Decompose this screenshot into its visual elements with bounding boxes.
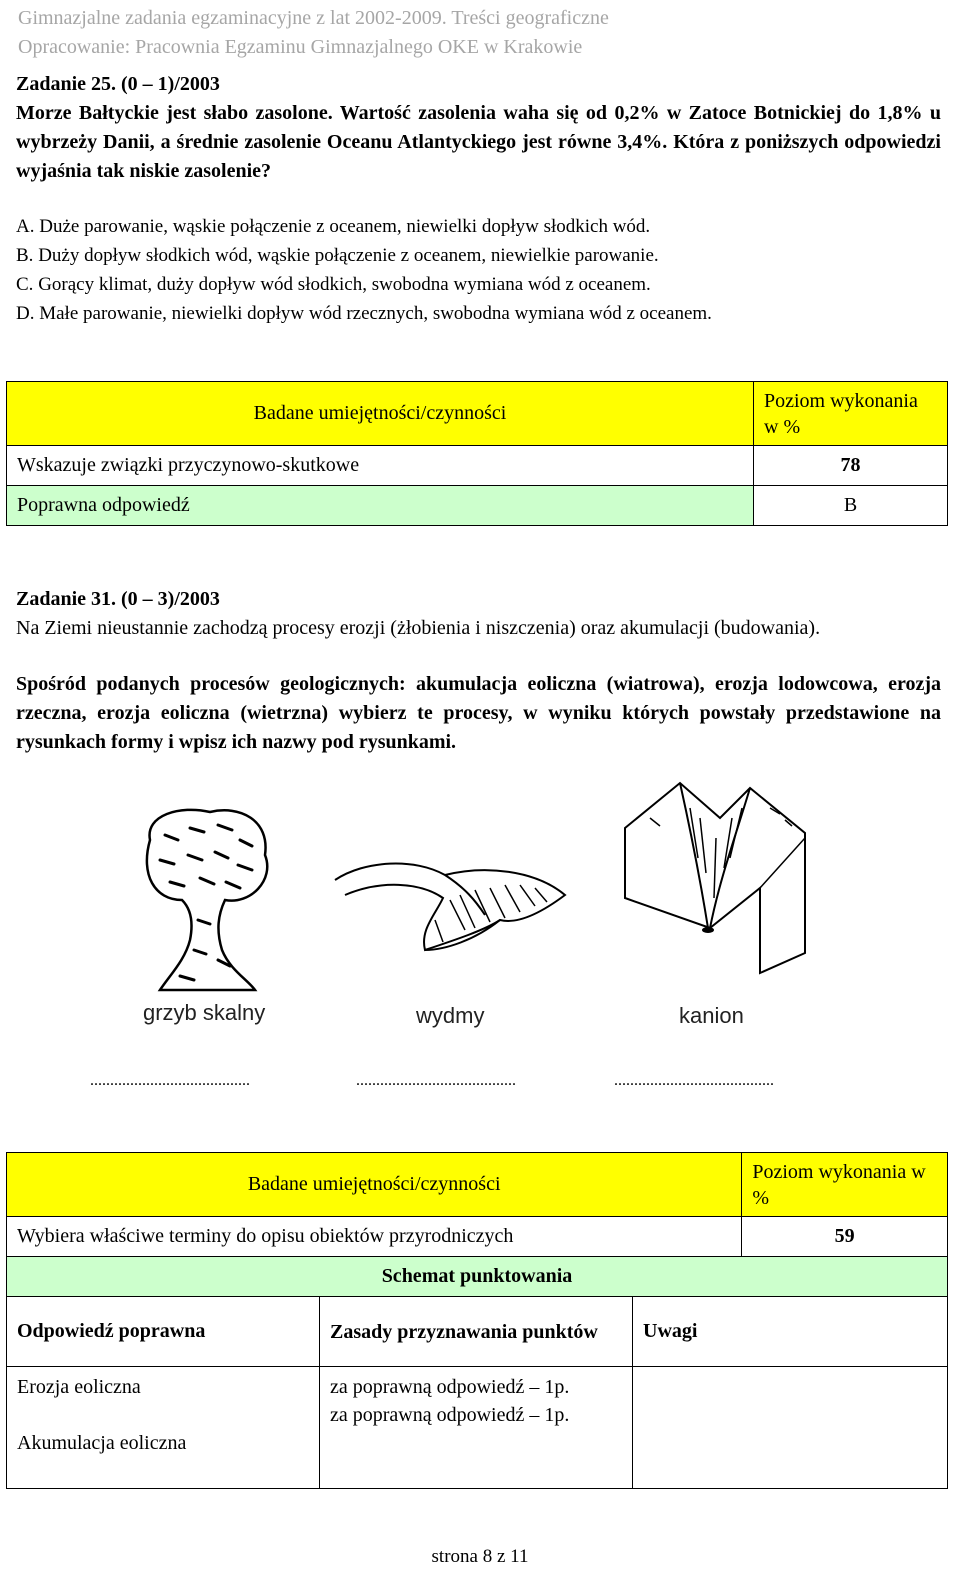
skills-header: Badane umiejętności/czynności (7, 382, 754, 446)
table-header-row (7, 382, 948, 446)
task31-instruction: Spośród podanych procesów geologicznych: akumulacja eoliczna (wiatrowa), erozja lodowcowa, erozja rzeczna, erozja eoliczna (wietrzna) wybierz te procesy, w wyniku których powstały przedstawione na rysunkach formy i wpisz ich nazwy pod rysunkami. (16, 673, 941, 753)
figure-caption-2: wydmy (416, 1003, 485, 1028)
option-letter: A. (16, 216, 35, 237)
rock-mushroom-drawing (130, 800, 280, 1000)
rules-cell (320, 1367, 633, 1489)
level-header: Poziom wykonania w % (754, 382, 948, 446)
notes-cell (633, 1367, 948, 1489)
answer-item: Akumulacja eoliczna (17, 1432, 187, 1454)
option-text: Gorący klimat, duży dopływ wód słodkich, swobodna wymiana wód z oceanem. (38, 274, 651, 295)
dunes-drawing (325, 840, 575, 970)
level-cell: 78 (754, 446, 948, 486)
skill-cell: Wskazuje związki przyczynowo-skutkowe (7, 446, 754, 486)
table-row (7, 1257, 948, 1297)
task25-option-b (16, 241, 659, 270)
task25-option-d (16, 299, 712, 328)
notes-header: Uwagi (633, 1297, 948, 1367)
level-header: Poziom wykonania w % (742, 1153, 948, 1217)
rule-item: za poprawną odpowiedź – 1p. (330, 1376, 570, 1398)
option-letter: B. (16, 245, 34, 266)
task31-intro: Na Ziemi nieustannie zachodzą procesy erozji (żłobienia i niszczenia) oraz akumulacji (budowania). (16, 617, 821, 639)
answer-header: Odpowiedź poprawna (7, 1297, 320, 1367)
level-cell: 59 (742, 1217, 948, 1257)
answer-blank-3[interactable]: ........................................ (614, 1072, 774, 1089)
answer-blank-2[interactable]: ........................................ (356, 1072, 516, 1089)
rules-header: Zasady przyznawania punktów (320, 1297, 633, 1367)
table-row (7, 486, 948, 526)
canyon-drawing (620, 778, 810, 978)
table-row (7, 1367, 948, 1489)
table-row (7, 446, 948, 486)
option-text: Małe parowanie, niewielki dopływ wód rzecznych, swobodna wymiana wód z oceanem. (39, 303, 712, 324)
table-row (7, 1217, 948, 1257)
scheme-header: Schemat punktowania (7, 1257, 948, 1297)
option-text: Duży dopływ słodkich wód, wąskie połączenie z oceanem, niewielkie parowanie. (38, 245, 659, 266)
skill-cell: Wybiera właściwe terminy do opisu obiektów przyrodniczych (7, 1217, 742, 1257)
header-line-2: Opracowanie: Pracownia Egzaminu Gimnazjalnego OKE w Krakowie (18, 36, 583, 58)
task25-option-c (16, 270, 651, 299)
task25-title: Zadanie 25. (0 – 1)/2003 (16, 73, 220, 95)
task25-option-a (16, 212, 650, 241)
header-line-1: Gimnazjalne zadania egzaminacyjne z lat 2002-2009. Treści geograficzne (18, 7, 609, 29)
answer-item: Erozja eoliczna (17, 1376, 141, 1398)
table-row (7, 1297, 948, 1367)
skills-header: Badane umiejętności/czynności (7, 1153, 742, 1217)
answers-cell (7, 1367, 320, 1489)
answer-blank-1[interactable]: ........................................ (90, 1072, 250, 1089)
option-letter: D. (16, 303, 35, 324)
option-letter: C. (16, 274, 34, 295)
task25-question: Morze Bałtyckie jest słabo zasolone. Wartość zasolenia waha się od 0,2% w Zatoce Botnickiej do 1,8% u wybrzeży Danii, a średnie zasolenie Oceanu Atlantyckiego jest równe 3,4%. Która z poniższych odpowiedzi wyjaśnia tak niskie zasolenie? (16, 102, 941, 182)
page-header (18, 4, 609, 62)
answer-cell: B (754, 486, 948, 526)
task31-title: Zadanie 31. (0 – 3)/2003 (16, 588, 220, 610)
figure-caption-3: kanion (679, 1003, 744, 1028)
page-number: strona 8 z 11 (431, 1546, 529, 1567)
answer-label-cell: Poprawna odpowiedź (7, 486, 754, 526)
task25-table (6, 381, 948, 526)
option-text: Duże parowanie, wąskie połączenie z oceanem, niewielki dopływ słodkich wód. (39, 216, 651, 237)
task31-table (6, 1152, 948, 1489)
figure-caption-1: grzyb skalny (143, 1000, 266, 1025)
rule-item: za poprawną odpowiedź – 1p. (330, 1404, 570, 1426)
table-header-row (7, 1153, 948, 1217)
